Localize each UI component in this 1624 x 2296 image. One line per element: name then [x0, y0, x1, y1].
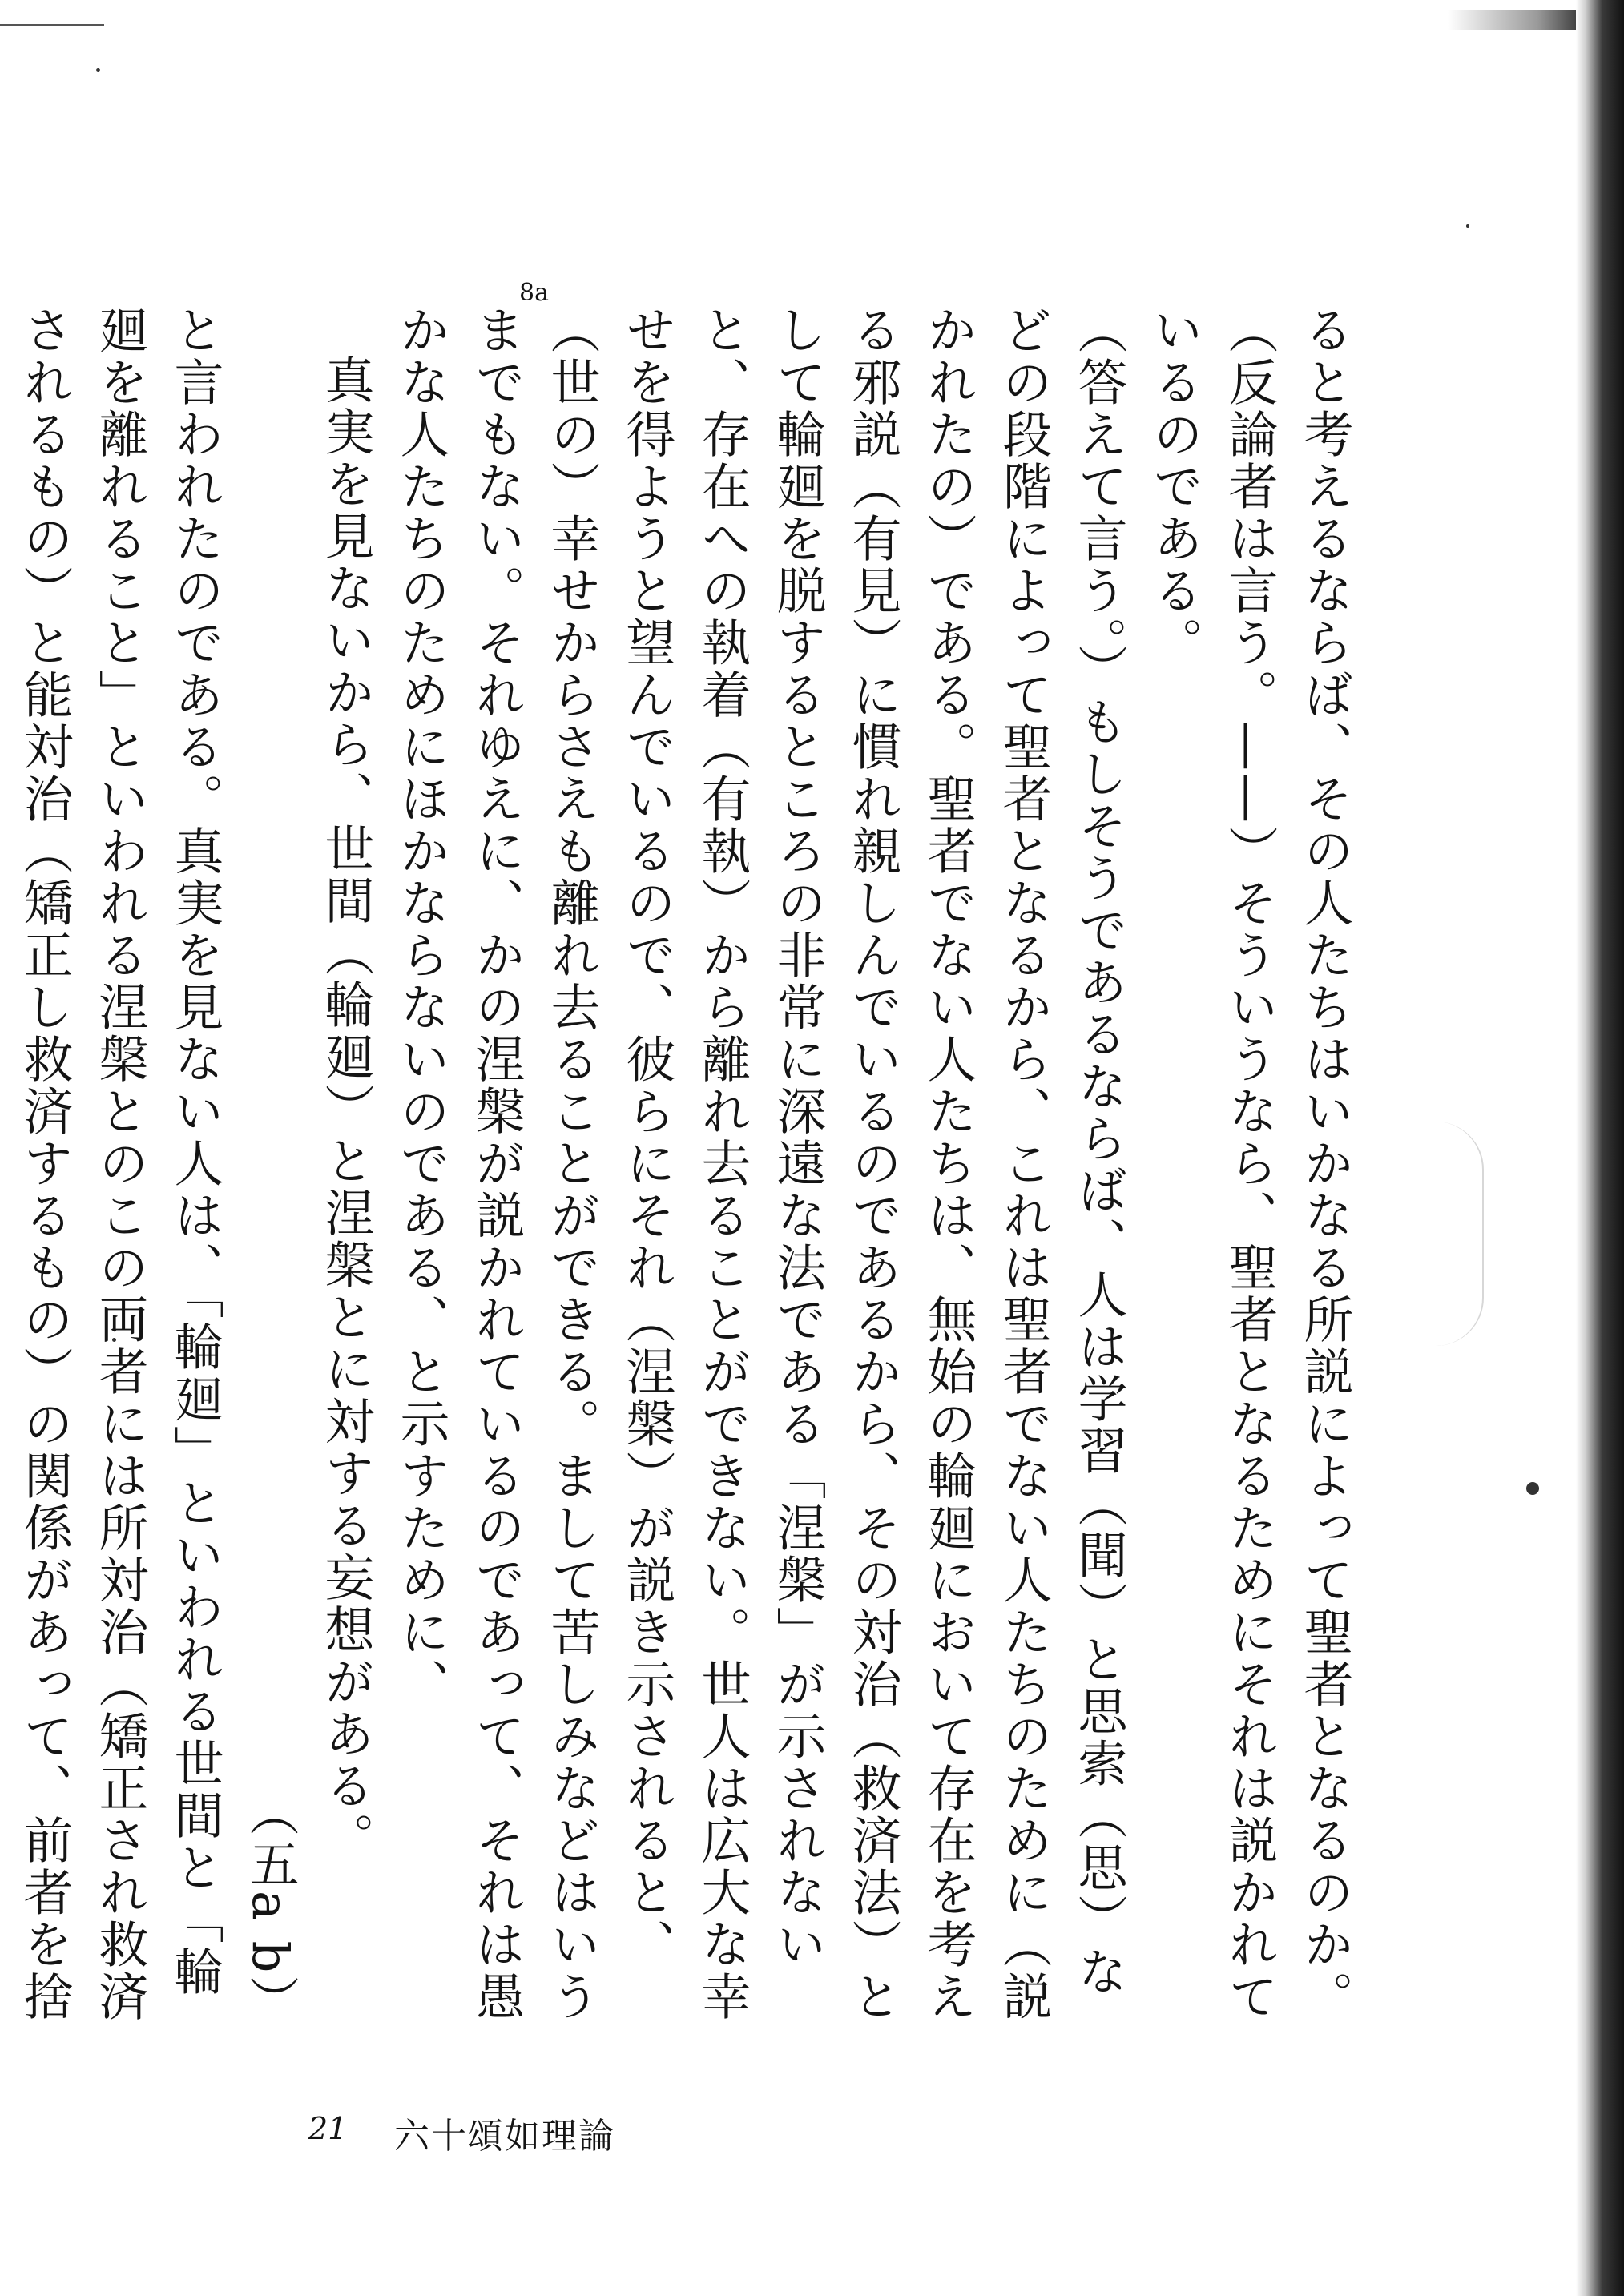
scan-edge-shadow: [1576, 0, 1624, 2296]
verse-reference: （五a b）: [241, 1786, 300, 2027]
page-number: 21: [308, 2111, 348, 2146]
running-title: 六十頌如理論: [394, 2116, 615, 2157]
scan-top-rule: [0, 24, 104, 26]
paragraph: （答えて言う。）もしそうであるならば、人は学習（聞）と思索（思）などの段階によって聖者となるから、これは聖者でない人たちのために（説かれたの）である。聖者でない人たちは、無始の輪廻において存在を考える邪説（有見）に慣れ親しんでいるのであるから、その対治（救済法）として輪廻を脱するところの非常に深遠な法である「涅槃」が示されないと、存在への執着（有執）から離れ去ることができない。世人は広大な幸せを得ようと望んでいるので、彼らにそれ（涅槃）が説き示されると、（世の）幸せからさえも離れ去ることができる。まして苦しみなどはいうまでもない。それゆえに、かの涅槃が説かれているのであって、それは愚かな人たちのためにほかならないのである、と示すために、: [392, 304, 1128, 2023]
paragraph: （反論者は言う。——）そういうなら、聖者となるためにそれは説かれているのである。: [1145, 304, 1279, 2023]
ink-speck: [1526, 1482, 1539, 1495]
section-marker: 8a: [519, 279, 549, 307]
verse-quote: 真実を見ないから、世間（輪廻）と涅槃とに対する妄想がある。: [316, 354, 375, 1864]
scan-top-mark: [1448, 10, 1576, 30]
paragraph: と言われたのである。真実を見ない人は、「輪廻」といわれる世間と「輪廻を離れること」といわれる涅槃とのこの両者には所対治（矯正され救済されるもの）と能対治（矯正し救済するもの）の関係があって、前者を捨: [15, 304, 224, 2023]
margin-pencil-arc: [1434, 1122, 1484, 1346]
ink-speck: [1466, 224, 1469, 228]
paragraph: ると考えるならば、その人たちはいかなる所説によって聖者となるのか。: [1296, 304, 1354, 2023]
ink-speck: [96, 68, 100, 72]
vertical-body-text: [15, 304, 1362, 2027]
